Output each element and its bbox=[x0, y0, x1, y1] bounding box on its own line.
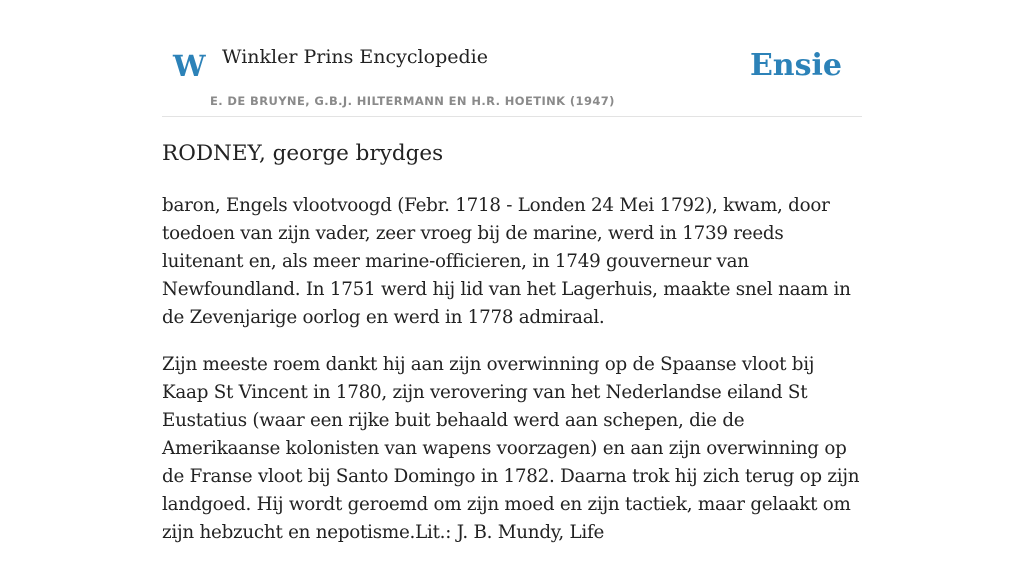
entry-title: RODNEY, george brydges bbox=[162, 141, 444, 166]
ensie-logo[interactable]: Ensie bbox=[749, 48, 842, 83]
encyclopedia-logo-icon[interactable]: W bbox=[173, 49, 206, 83]
site-header bbox=[162, 0, 862, 117]
publication-authors: E. DE BRUYNE, G.B.J. HILTERMANN EN H.R. HOETINK (1947) bbox=[210, 94, 615, 108]
publication-title[interactable]: Winkler Prins Encyclopedie bbox=[222, 46, 488, 68]
entry-paragraph: Zijn meeste roem dankt hij aan zijn overwinning op de Spaanse vloot bij Kaap St Vincent in 1780, zijn verovering van het Nederlandse eiland St Eustatius (waar een rijke buit behaald werd aan schepen, die de Amerikaanse kolonisten van wapens voorzagen) en aan zijn overwinning op de Franse vloot bij Santo Domingo in 1782. Daarna trok hij zich terug op zijn landgoed. Hij wordt geroemd om zijn moed en zijn tactiek, maar gelaakt om zijn hebzucht en nepotisme.Lit.: J. B. Mundy, Life bbox=[162, 354, 860, 543]
entry-paragraph: baron, Engels vlootvoogd (Febr. 1718 - Londen 24 Mei 1792), kwam, door toedoen van zijn vader, zeer vroeg bij de marine, werd in 1739 reeds luitenant en, als meer marine-officieren, in 1749 gouverneur van Newfoundland. In 1751 werd hij lid van het Lagerhuis, maakte snel naam in de Zevenjarige oorlog en werd in 1778 admiraal. bbox=[162, 195, 851, 328]
entry-body bbox=[162, 192, 862, 566]
